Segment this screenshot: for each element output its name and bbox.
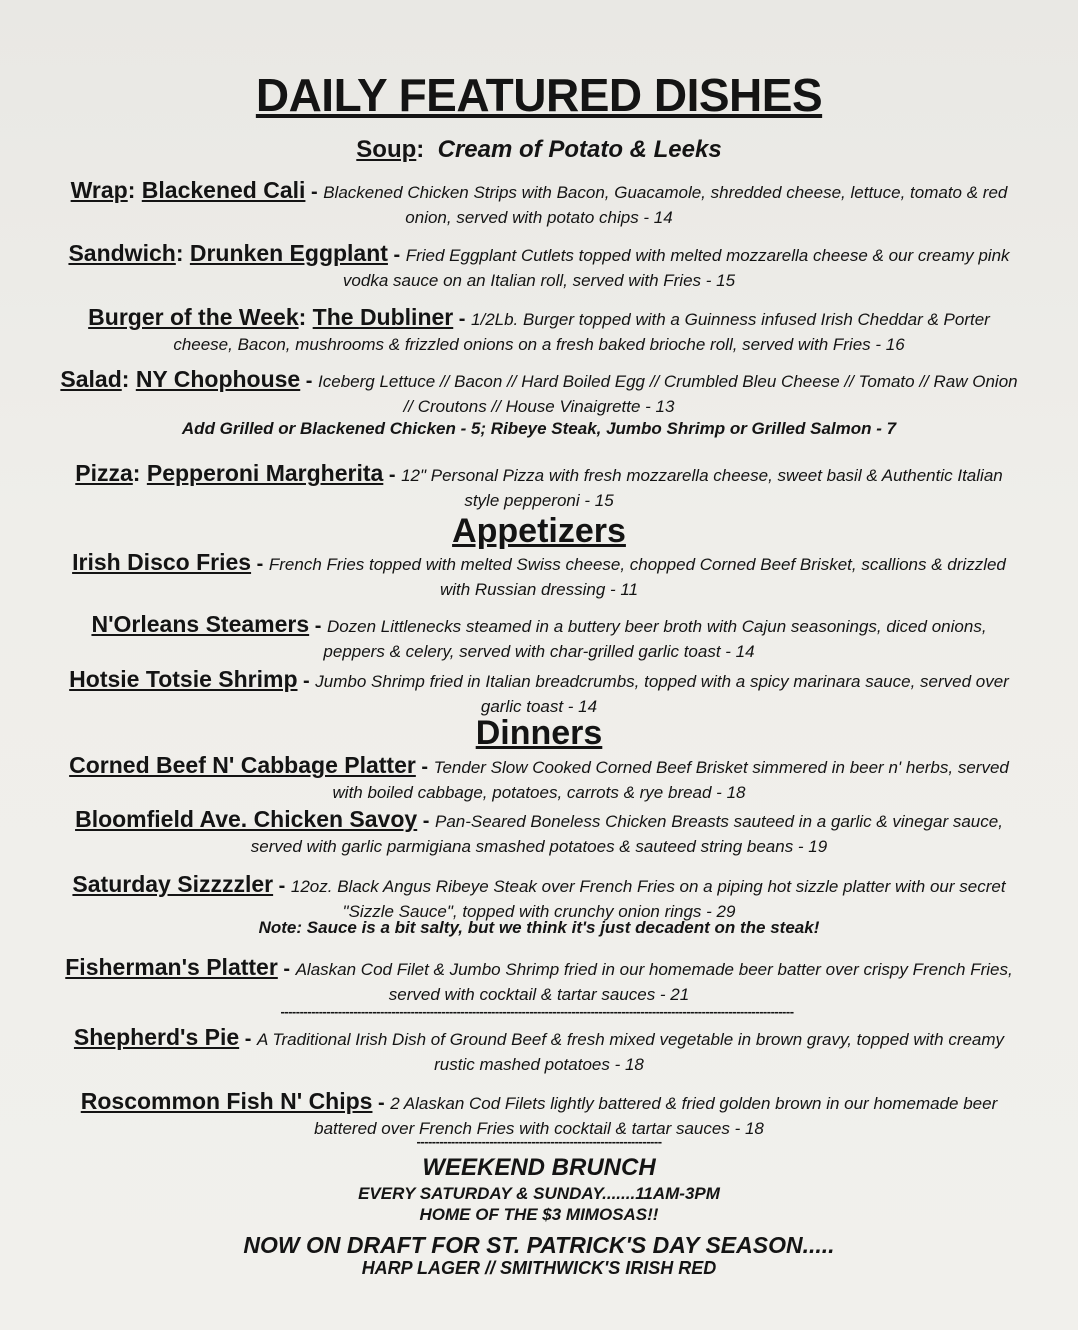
dinner-name: Shepherd's Pie xyxy=(73,1024,240,1050)
appetizer-item: Irish Disco Fries - French Fries topped with melted Swiss cheese, chopped Corned Beef Brisket, scallions & drizzled with Russian dressing - 11 xyxy=(72,549,1006,599)
appetizer-desc: Jumbo Shrimp fried in Italian breadcrumbs, topped with a spicy marinara sauce, served over garlic toast - 14 xyxy=(315,672,1009,716)
dinner-name: Corned Beef N' Cabbage Platter xyxy=(69,752,416,778)
dinner-item: Saturday Sizzzzler - 12oz. Black Angus Ribeye Steak over French Fries on a piping hot sizzle platter with our secret "Sizzle Sauce", topped with crunchy onion rings - 29 xyxy=(72,871,1006,921)
dinner-desc: A Traditional Irish Dish of Ground Beef & fresh mixed vegetable in brown gravy, topped with creamy rustic mashed potatoes - 18 xyxy=(256,1030,1005,1074)
soup-line: Soup: Cream of Potato & Leeks xyxy=(356,136,722,163)
draft-beers: HARP LAGER // SMITHWICK'S IRISH RED xyxy=(361,1258,717,1278)
appetizers-heading: Appetizers xyxy=(452,512,626,550)
feature-desc: 12" Personal Pizza with fresh mozzarella cheese, sweet basil & Authentic Italian style pepperoni - 15 xyxy=(401,466,1003,510)
dinner-item: Bloomfield Ave. Chicken Savoy - Pan-Seared Boneless Chicken Breasts sauteed in a garlic & vinegar sauce, served with garlic parmigiana smashed potatoes & sauteed string beans - 19 xyxy=(75,806,1003,856)
appetizer-name: N'Orleans Steamers xyxy=(91,611,310,637)
dinner-item: Corned Beef N' Cabbage Platter - Tender Slow Cooked Corned Beef Brisket simmered in beer n' herbs, served with boiled cabbage, potatoes, carrots & rye bread - 18 xyxy=(69,752,1009,802)
salad-add-on-note: Add Grilled or Blackened Chicken - 5; Ribeye Steak, Jumbo Shrimp or Grilled Salmon - 7 xyxy=(181,419,897,438)
soup-label: Soup xyxy=(356,136,417,163)
brunch-mimosas: HOME OF THE $3 MIMOSAS!! xyxy=(419,1205,659,1224)
brunch-hours: EVERY SATURDAY & SUNDAY.......11AM-3PM xyxy=(358,1184,720,1203)
appetizer-item: Hotsie Totsie Shrimp - Jumbo Shrimp fried in Italian breadcrumbs, topped with a spicy marinara sauce, served over garlic toast - 14 xyxy=(69,666,1009,716)
dinner-item: Roscommon Fish N' Chips - 2 Alaskan Cod Filets lightly battered & fried golden brown in our homemade beer battered over French Fries with cocktail & tartar sauces - 18 xyxy=(80,1088,998,1138)
feature-desc: Fried Eggplant Cutlets topped with melted mozzarella cheese & our creamy pink vodka sauce on an Italian roll, served with Fries - 15 xyxy=(342,246,1010,290)
dinner-name: Fisherman's Platter xyxy=(65,954,278,980)
feature-wrap: Wrap: Blackened Cali - Blackened Chicken Strips with Bacon, Guacamole, shredded cheese, lettuce, tomato & red onion, served with potato chips - 14 xyxy=(70,177,1008,227)
dinner-name: Saturday Sizzzzler xyxy=(72,871,274,897)
feature-sandwich: Sandwich: Drunken Eggplant - Fried Eggplant Cutlets topped with melted mozzarella cheese & our creamy pink vodka sauce on an Italian roll, served with Fries - 15 xyxy=(68,240,1010,290)
dinner-name: Roscommon Fish N' Chips xyxy=(80,1088,373,1114)
dinner-desc: 2 Alaskan Cod Filets lightly battered & fried golden brown in our homemade beer battered over French Fries with cocktail & tartar sauces - 18 xyxy=(314,1094,998,1138)
dinners-heading: Dinners xyxy=(475,714,603,752)
feature-category: Pizza xyxy=(75,460,133,486)
appetizer-desc: French Fries topped with melted Swiss cheese, chopped Corned Beef Brisket, scallions & drizzled with Russian dressing - 11 xyxy=(268,555,1006,599)
feature-name: Pepperoni Margherita xyxy=(146,460,384,486)
draft-title: NOW ON DRAFT FOR ST. PATRICK'S DAY SEASON..... xyxy=(243,1232,835,1258)
appetizer-item: N'Orleans Steamers - Dozen Littlenecks steamed in a buttery beer broth with Cajun seasonings, diced onions, peppers & celery, served with char-grilled garlic toast - 14 xyxy=(91,611,987,661)
feature-category: Salad xyxy=(60,366,122,392)
divider-line: ---------------------------------------------------------------- xyxy=(416,1134,662,1149)
feature-category: Wrap xyxy=(70,177,128,203)
dinner-desc: 12oz. Black Angus Ribeye Steak over French Fries on a piping hot sizzle platter with our secret "Sizzle Sauce", topped with crunchy onion rings - 29 xyxy=(290,877,1006,921)
feature-desc: Blackened Chicken Strips with Bacon, Guacamole, shredded cheese, lettuce, tomato & red onion, served with potato chips - 14 xyxy=(323,183,1008,227)
brunch-title: WEEKEND BRUNCH xyxy=(422,1154,656,1181)
feature-name: Drunken Eggplant xyxy=(189,240,388,266)
dinner-desc: Alaskan Cod Filet & Jumbo Shrimp fried in our homemade beer batter over crispy French Fries, served with cocktail & tartar sauces - 21 xyxy=(295,960,1013,1004)
soup-value: Cream of Potato & Leeks xyxy=(437,136,722,163)
feature-category: Burger of the Week xyxy=(88,304,299,330)
page-title: DAILY FEATURED DISHES xyxy=(255,69,823,121)
feature-desc: 1/2Lb. Burger topped with a Guinness infused Irish Cheddar & Porter cheese, Bacon, mushrooms & frizzled onions on a fresh baked brioche roll, served with Fries - 16 xyxy=(173,310,990,354)
feature-name: Blackened Cali xyxy=(141,177,306,203)
dinner-desc: Tender Slow Cooked Corned Beef Brisket simmered in beer n' herbs, served with boiled cabbage, potatoes, carrots & rye bread - 18 xyxy=(332,758,1009,802)
dinner-item: Fisherman's Platter - Alaskan Cod Filet & Jumbo Shrimp fried in our homemade beer batter over crispy French Fries, served with cocktail & tartar sauces - 21 xyxy=(65,954,1013,1004)
dinner-desc: Pan-Seared Boneless Chicken Breasts sauteed in a garlic & vinegar sauce, served with garlic parmigiana smashed potatoes & sauteed string beans - 19 xyxy=(250,812,1003,856)
sizzler-note: Note: Sauce is a bit salty, but we think it's just decadent on the steak! xyxy=(258,918,820,937)
appetizer-name: Hotsie Totsie Shrimp xyxy=(69,666,298,692)
feature-burger: Burger of the Week: The Dubliner - 1/2Lb. Burger topped with a Guinness infused Irish Cheddar & Porter cheese, Bacon, mushrooms & frizzled onions on a fresh baked brioche roll, served with Fries - 16 xyxy=(88,304,990,354)
dinner-item: Shepherd's Pie - A Traditional Irish Dish of Ground Beef & fresh mixed vegetable in brown gravy, topped with creamy rustic mashed potatoes - 18 xyxy=(73,1024,1005,1074)
feature-pizza: Pizza: Pepperoni Margherita - 12" Personal Pizza with fresh mozzarella cheese, sweet basil & Authentic Italian style pepperoni - 15 xyxy=(75,460,1003,510)
divider-line: -------------------------------------------------------------------------------------------------------------------------------------- xyxy=(280,1004,794,1019)
appetizer-desc: Dozen Littlenecks steamed in a buttery beer broth with Cajun seasonings, diced onions, peppers & celery, served with char-grilled garlic toast - 14 xyxy=(323,617,987,661)
appetizer-name: Irish Disco Fries xyxy=(72,549,252,575)
feature-desc: Iceberg Lettuce // Bacon // Hard Boiled Egg // Crumbled Bleu Cheese // Tomato // Raw Onion // Croutons // House Vinaigrette - 13 xyxy=(318,372,1018,416)
feature-name: NY Chophouse xyxy=(135,366,301,392)
feature-category: Sandwich xyxy=(68,240,176,266)
feature-salad: Salad: NY Chophouse - Iceberg Lettuce // Bacon // Hard Boiled Egg // Crumbled Bleu Cheese // Tomato // Raw Onion // Croutons // House Vinaigrette - 13 xyxy=(60,366,1018,416)
dinner-name: Bloomfield Ave. Chicken Savoy xyxy=(75,806,418,832)
feature-name: The Dubliner xyxy=(312,304,454,330)
